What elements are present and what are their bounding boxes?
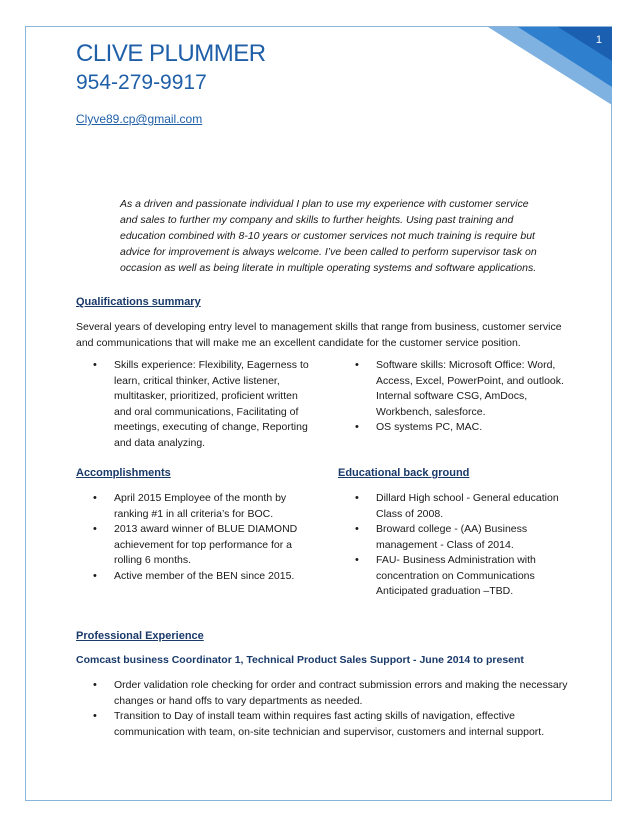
qualifications-heading: Qualifications summary (76, 296, 201, 308)
list-item: • Software skills: Microsoft Office: Word, Access, Excel, PowerPoint, and outlook. Internal software CSG, AmDocs, Workbench, salesforce. (338, 358, 583, 420)
education-heading: Educational back ground (338, 467, 470, 479)
objective-statement: As a driven and passionate individual I plan to use my experience with customer service and sales to further my company and skills to further heights. Using past training and education combined with 8-10 years or customer services not much training is require but advice for improvement is always welcome. I’ve been called to perform supervisor task on occasion as well as being literate in multiple operating systems and software applications. (120, 198, 537, 274)
experience-heading: Professional Experience (76, 630, 204, 642)
phone-number: 954-279-9917 (76, 71, 207, 94)
qualifications-intro: Several years of developing entry level to management skills that range from business, customer service and communications that will make me an excellent candidate for the customer service position. (76, 321, 562, 349)
accomplishments-list (76, 491, 316, 584)
experience-list (76, 678, 576, 740)
list-item: • 2013 award winner of BLUE DIAMOND achievement for top performance for a rolling 6 months. (76, 522, 316, 569)
list-item: • Skills experience: Flexibility, Eagerness to learn, critical thinker, Active listener, multitasker, prioritized, proficient written and oral communications, Facilitating of meetings, executing of change, Reporting and data analyzing. (76, 358, 316, 451)
list-item: • OS systems PC, MAC. (338, 420, 583, 436)
accomplishments-heading: Accomplishments (76, 467, 171, 479)
job-title: Comcast business Coordinator 1, Technical Product Sales Support - June 2014 to present (76, 654, 524, 666)
corner-decoration (488, 27, 612, 105)
list-item: • Transition to Day of install team within requires fast acting skills of navigation, effective communication with team, on-site technician and supervisor, customers and internal support. (76, 709, 576, 740)
list-item: • Order validation role checking for order and contract submission errors and making the necessary changes or hand offs to vary departments as needed. (76, 678, 576, 709)
list-item: • Active member of the BEN since 2015. (76, 569, 316, 585)
qualifications-left-list (76, 358, 316, 451)
qualifications-right-list (338, 358, 583, 436)
education-list (338, 491, 578, 600)
email-link[interactable]: Clyve89.cp@gmail.com (76, 112, 203, 126)
page-number: 1 (595, 34, 602, 46)
candidate-name: CLIVE PLUMMER (76, 40, 266, 67)
list-item: • FAU- Business Administration with concentration on Communications Anticipated graduation –TBD. (338, 553, 578, 600)
list-item: • Dillard High school - General education Class of 2008. (338, 491, 578, 522)
list-item: • April 2015 Employee of the month by ranking #1 in all criteria’s for BOC. (76, 491, 316, 522)
list-item: • Broward college - (AA) Business management - Class of 2014. (338, 522, 578, 553)
